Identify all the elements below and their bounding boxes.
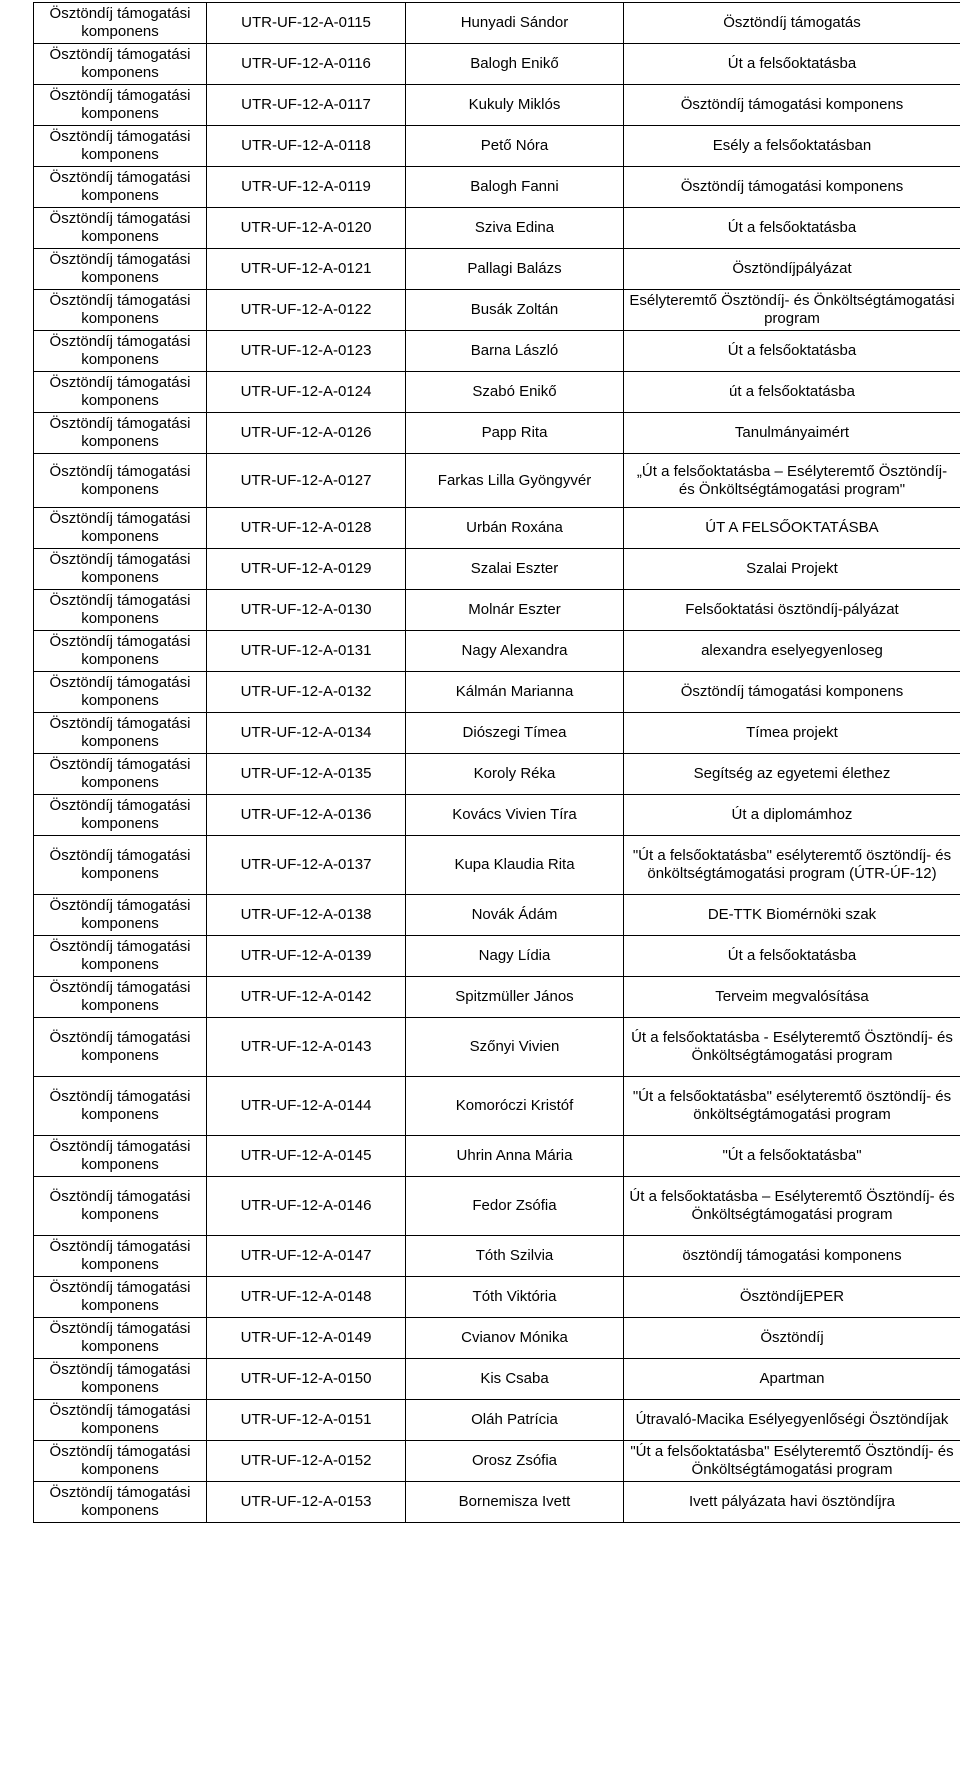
table-row (34, 44, 960, 85)
table-row (34, 590, 960, 631)
project-title-cell: Ösztöndíj (624, 1318, 960, 1359)
project-title-cell: Út a felsőoktatásba (624, 331, 960, 372)
applicant-name-cell: Tóth Szilvia (406, 1236, 624, 1277)
component-cell: Ösztöndíj támogatási komponens (34, 1136, 207, 1177)
applicant-name-cell: Orosz Zsófia (406, 1441, 624, 1482)
applicant-name-cell: Pallagi Balázs (406, 249, 624, 290)
application-id-cell: UTR-UF-12-A-0129 (207, 549, 406, 590)
applicant-name-cell: Diószegi Tímea (406, 713, 624, 754)
applicant-name-cell: Kupa Klaudia Rita (406, 836, 624, 895)
project-title-cell: Esélyteremtő Ösztöndíj- és Önköltségtámogatási program (624, 290, 960, 331)
application-id-cell: UTR-UF-12-A-0137 (207, 836, 406, 895)
applicant-name-cell: Kis Csaba (406, 1359, 624, 1400)
application-id-cell: UTR-UF-12-A-0118 (207, 126, 406, 167)
component-cell: Ösztöndíj támogatási komponens (34, 1318, 207, 1359)
component-cell: Ösztöndíj támogatási komponens (34, 3, 207, 44)
project-title-cell: DE-TTK Biomérnöki szak (624, 895, 960, 936)
table-row (34, 208, 960, 249)
project-title-cell: Útravaló-Macika Esélyegyenlőségi Ösztöndíjak (624, 1400, 960, 1441)
component-cell: Ösztöndíj támogatási komponens (34, 44, 207, 85)
component-cell: Ösztöndíj támogatási komponens (34, 331, 207, 372)
table-row (34, 1177, 960, 1236)
application-id-cell: UTR-UF-12-A-0127 (207, 454, 406, 508)
applicant-name-cell: Komoróczi Kristóf (406, 1077, 624, 1136)
component-cell: Ösztöndíj támogatási komponens (34, 1359, 207, 1400)
table-row (34, 895, 960, 936)
project-title-cell: Segítség az egyetemi élethez (624, 754, 960, 795)
application-id-cell: UTR-UF-12-A-0149 (207, 1318, 406, 1359)
project-title-cell: Út a felsőoktatásba - Esélyteremtő Ösztöndíj- és Önköltségtámogatási program (624, 1018, 960, 1077)
component-cell: Ösztöndíj támogatási komponens (34, 631, 207, 672)
table-row (34, 454, 960, 508)
project-title-cell: Tímea projekt (624, 713, 960, 754)
table-row (34, 413, 960, 454)
application-id-cell: UTR-UF-12-A-0135 (207, 754, 406, 795)
component-cell: Ösztöndíj támogatási komponens (34, 1236, 207, 1277)
table-row (34, 1482, 960, 1523)
component-cell: Ösztöndíj támogatási komponens (34, 754, 207, 795)
application-id-cell: UTR-UF-12-A-0128 (207, 508, 406, 549)
project-title-cell: Út a felsőoktatásba (624, 44, 960, 85)
application-id-cell: UTR-UF-12-A-0131 (207, 631, 406, 672)
component-cell: Ösztöndíj támogatási komponens (34, 1441, 207, 1482)
component-cell: Ösztöndíj támogatási komponens (34, 249, 207, 290)
applicant-name-cell: Szabó Enikő (406, 372, 624, 413)
component-cell: Ösztöndíj támogatási komponens (34, 795, 207, 836)
application-id-cell: UTR-UF-12-A-0124 (207, 372, 406, 413)
table-row (34, 508, 960, 549)
applicant-name-cell: Nagy Alexandra (406, 631, 624, 672)
project-title-cell: Tanulmányaimért (624, 413, 960, 454)
project-title-cell: Ivett pályázata havi ösztöndíjra (624, 1482, 960, 1523)
applicant-name-cell: Koroly Réka (406, 754, 624, 795)
applicant-name-cell: Bornemisza Ivett (406, 1482, 624, 1523)
table-row (34, 331, 960, 372)
project-title-cell: „Út a felsőoktatásba – Esélyteremtő Ösztöndíj- és Önköltségtámogatási program" (624, 454, 960, 508)
table-row (34, 1236, 960, 1277)
component-cell: Ösztöndíj támogatási komponens (34, 508, 207, 549)
application-id-cell: UTR-UF-12-A-0143 (207, 1018, 406, 1077)
applicant-name-cell: Sziva Edina (406, 208, 624, 249)
table-body (34, 3, 960, 1523)
applicant-name-cell: Nagy Lídia (406, 936, 624, 977)
table-row (34, 126, 960, 167)
applicant-name-cell: Balogh Fanni (406, 167, 624, 208)
component-cell: Ösztöndíj támogatási komponens (34, 672, 207, 713)
project-title-cell: "Út a felsőoktatásba" esélyteremtő ösztöndíj- és önköltségtámogatási program (ÚTR-ÚF-12) (624, 836, 960, 895)
component-cell: Ösztöndíj támogatási komponens (34, 1400, 207, 1441)
component-cell: Ösztöndíj támogatási komponens (34, 1277, 207, 1318)
component-cell: Ösztöndíj támogatási komponens (34, 895, 207, 936)
table-row (34, 631, 960, 672)
application-id-cell: UTR-UF-12-A-0147 (207, 1236, 406, 1277)
table-row (34, 1136, 960, 1177)
table-row (34, 713, 960, 754)
application-id-cell: UTR-UF-12-A-0115 (207, 3, 406, 44)
table-row (34, 1359, 960, 1400)
component-cell: Ösztöndíj támogatási komponens (34, 549, 207, 590)
project-title-cell: Szalai Projekt (624, 549, 960, 590)
component-cell: Ösztöndíj támogatási komponens (34, 454, 207, 508)
project-title-cell: alexandra eselyegyenloseg (624, 631, 960, 672)
component-cell: Ösztöndíj támogatási komponens (34, 977, 207, 1018)
component-cell: Ösztöndíj támogatási komponens (34, 126, 207, 167)
component-cell: Ösztöndíj támogatási komponens (34, 413, 207, 454)
application-id-cell: UTR-UF-12-A-0136 (207, 795, 406, 836)
table-row (34, 372, 960, 413)
project-title-cell: Ösztöndíjpályázat (624, 249, 960, 290)
applicant-name-cell: Spitzmüller János (406, 977, 624, 1018)
table-row (34, 3, 960, 44)
table-row (34, 836, 960, 895)
applicant-name-cell: Novák Ádám (406, 895, 624, 936)
project-title-cell: ösztöndíj támogatási komponens (624, 1236, 960, 1277)
table-row (34, 85, 960, 126)
application-id-cell: UTR-UF-12-A-0139 (207, 936, 406, 977)
table-row (34, 249, 960, 290)
application-id-cell: UTR-UF-12-A-0121 (207, 249, 406, 290)
project-title-cell: Út a felsőoktatásba (624, 208, 960, 249)
table-row (34, 290, 960, 331)
application-id-cell: UTR-UF-12-A-0148 (207, 1277, 406, 1318)
applicant-name-cell: Pető Nóra (406, 126, 624, 167)
project-title-cell: Ösztöndíj támogatási komponens (624, 167, 960, 208)
application-id-cell: UTR-UF-12-A-0142 (207, 977, 406, 1018)
component-cell: Ösztöndíj támogatási komponens (34, 1482, 207, 1523)
table-row (34, 936, 960, 977)
applicant-name-cell: Szalai Eszter (406, 549, 624, 590)
application-id-cell: UTR-UF-12-A-0123 (207, 331, 406, 372)
applicant-name-cell: Cvianov Mónika (406, 1318, 624, 1359)
project-title-cell: "Út a felsőoktatásba" Esélyteremtő Ösztöndíj- és Önköltségtámogatási program (624, 1441, 960, 1482)
project-title-cell: Út a diplomámhoz (624, 795, 960, 836)
project-title-cell: Út a felsőoktatásba (624, 936, 960, 977)
table-row (34, 1277, 960, 1318)
table-row (34, 672, 960, 713)
table-row (34, 1441, 960, 1482)
table-row (34, 1018, 960, 1077)
application-id-cell: UTR-UF-12-A-0126 (207, 413, 406, 454)
component-cell: Ösztöndíj támogatási komponens (34, 1177, 207, 1236)
applicant-name-cell: Urbán Roxána (406, 508, 624, 549)
table-row (34, 1318, 960, 1359)
applicant-name-cell: Hunyadi Sándor (406, 3, 624, 44)
grant-recipients-table (33, 2, 960, 1523)
component-cell: Ösztöndíj támogatási komponens (34, 1018, 207, 1077)
component-cell: Ösztöndíj támogatási komponens (34, 590, 207, 631)
component-cell: Ösztöndíj támogatási komponens (34, 713, 207, 754)
component-cell: Ösztöndíj támogatási komponens (34, 167, 207, 208)
table-row (34, 549, 960, 590)
application-id-cell: UTR-UF-12-A-0145 (207, 1136, 406, 1177)
table-row (34, 1400, 960, 1441)
application-id-cell: UTR-UF-12-A-0152 (207, 1441, 406, 1482)
component-cell: Ösztöndíj támogatási komponens (34, 290, 207, 331)
component-cell: Ösztöndíj támogatási komponens (34, 208, 207, 249)
applicant-name-cell: Szőnyi Vivien (406, 1018, 624, 1077)
applicant-name-cell: Oláh Patrícia (406, 1400, 624, 1441)
component-cell: Ösztöndíj támogatási komponens (34, 85, 207, 126)
table-row (34, 754, 960, 795)
component-cell: Ösztöndíj támogatási komponens (34, 836, 207, 895)
project-title-cell: Felsőoktatási ösztöndíj-pályázat (624, 590, 960, 631)
project-title-cell: Ösztöndíj támogatási komponens (624, 672, 960, 713)
applicant-name-cell: Papp Rita (406, 413, 624, 454)
project-title-cell: ÖsztöndíjEPER (624, 1277, 960, 1318)
table-row (34, 795, 960, 836)
component-cell: Ösztöndíj támogatási komponens (34, 372, 207, 413)
application-id-cell: UTR-UF-12-A-0134 (207, 713, 406, 754)
applicant-name-cell: Balogh Enikő (406, 44, 624, 85)
application-id-cell: UTR-UF-12-A-0146 (207, 1177, 406, 1236)
applicant-name-cell: Farkas Lilla Gyöngyvér (406, 454, 624, 508)
project-title-cell: ÚT A FELSŐOKTATÁSBA (624, 508, 960, 549)
project-title-cell: Esély a felsőoktatásban (624, 126, 960, 167)
applicant-name-cell: Kovács Vivien Tíra (406, 795, 624, 836)
component-cell: Ösztöndíj támogatási komponens (34, 1077, 207, 1136)
applicant-name-cell: Molnár Eszter (406, 590, 624, 631)
application-id-cell: UTR-UF-12-A-0144 (207, 1077, 406, 1136)
applicant-name-cell: Fedor Zsófia (406, 1177, 624, 1236)
application-id-cell: UTR-UF-12-A-0122 (207, 290, 406, 331)
applicant-name-cell: Tóth Viktória (406, 1277, 624, 1318)
component-cell: Ösztöndíj támogatási komponens (34, 936, 207, 977)
applicant-name-cell: Uhrin Anna Mária (406, 1136, 624, 1177)
application-id-cell: UTR-UF-12-A-0151 (207, 1400, 406, 1441)
applicant-name-cell: Barna László (406, 331, 624, 372)
applicant-name-cell: Kukuly Miklós (406, 85, 624, 126)
application-id-cell: UTR-UF-12-A-0138 (207, 895, 406, 936)
project-title-cell: Apartman (624, 1359, 960, 1400)
project-title-cell: Terveim megvalósítása (624, 977, 960, 1018)
application-id-cell: UTR-UF-12-A-0150 (207, 1359, 406, 1400)
project-title-cell: Ösztöndíj támogatási komponens (624, 85, 960, 126)
table-row (34, 167, 960, 208)
application-id-cell: UTR-UF-12-A-0117 (207, 85, 406, 126)
application-id-cell: UTR-UF-12-A-0116 (207, 44, 406, 85)
project-title-cell: Út a felsőoktatásba – Esélyteremtő Ösztöndíj- és Önköltségtámogatási program (624, 1177, 960, 1236)
applicant-name-cell: Kálmán Marianna (406, 672, 624, 713)
project-title-cell: Ösztöndíj támogatás (624, 3, 960, 44)
applicant-name-cell: Busák Zoltán (406, 290, 624, 331)
application-id-cell: UTR-UF-12-A-0120 (207, 208, 406, 249)
application-id-cell: UTR-UF-12-A-0153 (207, 1482, 406, 1523)
project-title-cell: "Út a felsőoktatásba" (624, 1136, 960, 1177)
table-row (34, 1077, 960, 1136)
project-title-cell: út a felsőoktatásba (624, 372, 960, 413)
project-title-cell: "Út a felsőoktatásba" esélyteremtő ösztöndíj- és önköltségtámogatási program (624, 1077, 960, 1136)
table-row (34, 977, 960, 1018)
application-id-cell: UTR-UF-12-A-0119 (207, 167, 406, 208)
application-id-cell: UTR-UF-12-A-0130 (207, 590, 406, 631)
application-id-cell: UTR-UF-12-A-0132 (207, 672, 406, 713)
